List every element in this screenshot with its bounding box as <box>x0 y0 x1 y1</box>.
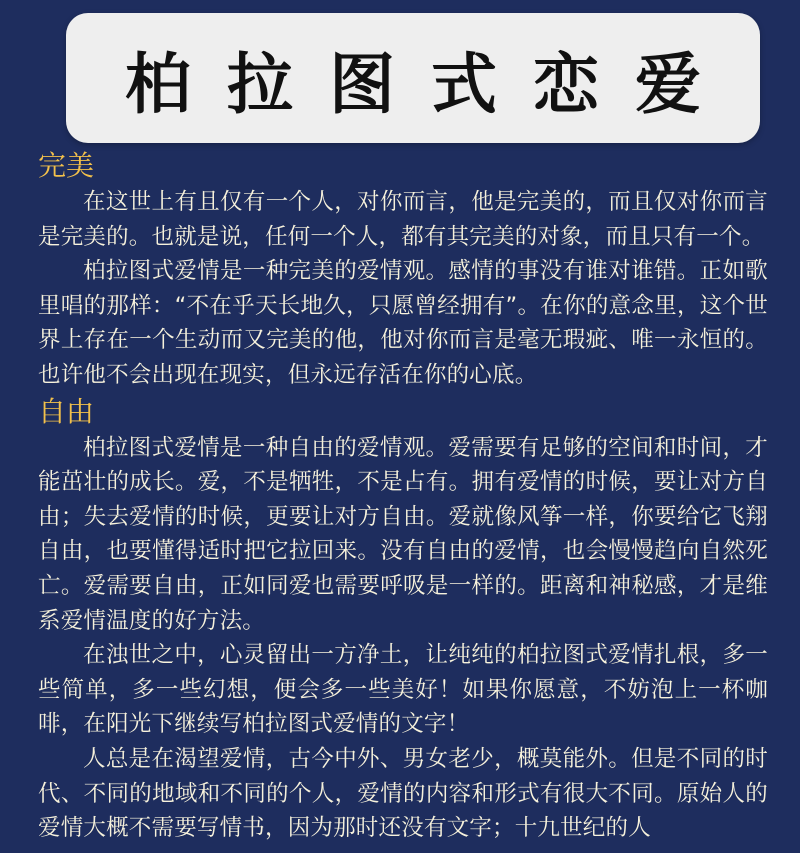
paragraph: 柏拉图式爱情是一种完美的爱情观。感情的事没有谁对谁错。正如歌里唱的那样：“不在乎天长地久，只愿曾经拥有”。在你的意念里，这个世界上存在一个生动而又完美的他，他对你而言是毫无瑕疵、唯一永恒的。也许他不会出现在现实，但永远存活在你的心底。 <box>38 258 768 388</box>
article-body <box>38 147 768 846</box>
section-heading-freedom: 自由 <box>38 394 95 428</box>
page-title: 柏拉图式恋爱 <box>125 44 737 123</box>
paragraph: 柏拉图式爱情是一种自由的爱情观。爱需要有足够的空间和时间，才能茁壮的成长。爱，不是牺牲，不是占有。拥有爱情的时候，要让对方自由；失去爱情的时候，更要让对方自由。爱就像风筝一样，你要给它飞翔自由，也要懂得适时把它拉回来。没有自由的爱情，也会慢慢趋向自然死亡。爱需要自由，正如同爱也需要呼吸是一样的。距离和神秘感，才是维系爱情温度的好方法。 <box>38 434 768 634</box>
paragraph: 在这世上有且仅有一个人，对你而言，他是完美的，而且仅对你而言是完美的。也就是说，任何一个人，都有其完美的对象，而且只有一个。 <box>38 189 768 250</box>
paragraph: 人总是在渴望爱情，古今中外、男女老少，概莫能外。但是不同的时代、不同的地域和不同的个人，爱情的内容和形式有很大不同。原始人的爱情大概不需要写情书，因为那时还没有文字；十九世纪的人 <box>38 745 768 842</box>
paragraph: 在浊世之中，心灵留出一方净土，让纯纯的柏拉图式爱情扎根，多一些简单，多一些幻想，便会多一些美好！如果你愿意，不妨泡上一杯咖啡，在阳光下继续写柏拉图式爱情的文字！ <box>38 642 768 738</box>
section-heading-perfect: 完美 <box>38 149 95 182</box>
title-card <box>66 13 760 143</box>
